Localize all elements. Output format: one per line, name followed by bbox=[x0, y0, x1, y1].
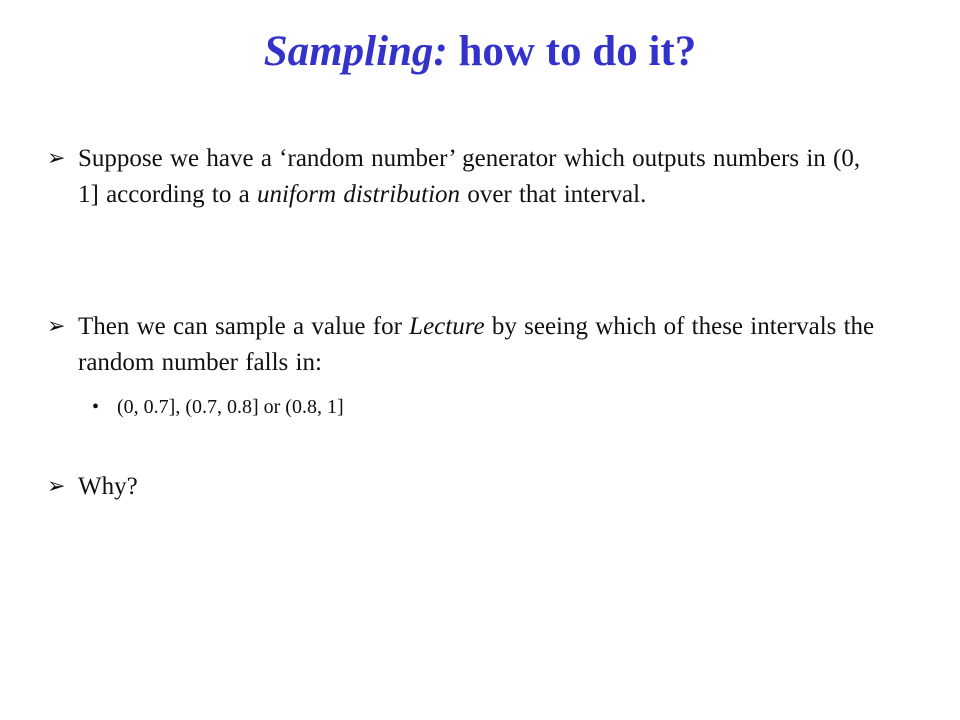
sub-bullet-text: (0, 0.7], (0.7, 0.8] or (0.8, 1] bbox=[117, 396, 344, 418]
bullet-text bbox=[78, 309, 887, 381]
slide-title bbox=[0, 26, 960, 78]
title-emphasis: Sampling: bbox=[263, 28, 448, 75]
arrow-bullet-icon: ➢ bbox=[47, 146, 66, 171]
bullet-item-random-generator bbox=[47, 141, 887, 213]
bullet-text-segment: by seeing which of these intervals the random number falls in: bbox=[78, 313, 875, 376]
bullet-text bbox=[78, 141, 887, 213]
bullet-text-segment: Suppose we have a ‘random number’ generator which outputs numbers in (0, 1] according to a bbox=[78, 145, 861, 208]
bullet-text-emphasis: uniform distribution bbox=[256, 181, 461, 208]
bullet-item-sample-value bbox=[47, 309, 887, 381]
bullet-text bbox=[78, 469, 887, 505]
arrow-bullet-icon: ➢ bbox=[47, 474, 66, 499]
bullet-text-emphasis: Lecture bbox=[409, 313, 485, 340]
sub-bullet-intervals bbox=[92, 393, 792, 421]
arrow-bullet-icon: ➢ bbox=[47, 314, 66, 339]
bullet-text-segment: Then we can sample a value for bbox=[78, 313, 410, 340]
bullet-item-why bbox=[47, 469, 887, 505]
bullet-text-segment: over that interval. bbox=[460, 181, 647, 208]
title-rest: how to do it? bbox=[447, 28, 697, 75]
bullet-dot-icon: • bbox=[92, 396, 100, 418]
bullet-text-segment: Why? bbox=[78, 473, 138, 500]
